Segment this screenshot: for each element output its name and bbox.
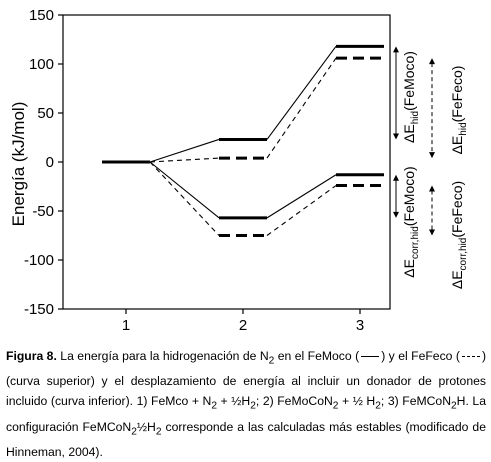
label-corr-femoco: $\Delta E_{corr,hid}(FeMoco)$	[401, 166, 421, 278]
series-upper-dashed	[150, 58, 384, 162]
legend-solid-line	[361, 356, 379, 357]
y-ticks	[24, 7, 63, 318]
connector-2-3	[267, 46, 336, 139]
connector-2-3	[267, 186, 336, 236]
chart-series	[102, 46, 384, 235]
series-lower-solid	[150, 162, 384, 218]
caption-label: Figura 8.	[6, 349, 57, 363]
x-tick-label: 3	[355, 317, 365, 334]
arrow-head-down	[393, 133, 399, 139]
connector-2-3	[267, 58, 336, 158]
figure-caption: Figura 8. La energía para la hidrogenación de $N_2$ en el FeMoco ( ) y el FeFeco ( ) (curva superior) y el desplazamiento de energía al incluir un donador de protones incluido (curva inferior). 1) FeMco + $N_2$ + $\frac{1}{2}H_2$; 2) FeMoCoN$_2$ + ½ $H_2$; 3) FeMCoN$_2$H. La configuración $FeMCoN_2\frac{1}{2}H_2$ corresponde a las calculadas más estables (modificado de Hinneman, 2004).	[6, 349, 487, 460]
arrow-head-up	[393, 46, 399, 52]
y-tick-label: -150	[23, 301, 54, 318]
connector-1-2	[150, 162, 219, 236]
y-tick-label: 0	[45, 154, 54, 171]
x-tick-label: 2	[238, 317, 248, 334]
series-lower-dashed	[150, 162, 384, 236]
arrow-head-up	[393, 175, 399, 181]
arrow-head-down	[393, 212, 399, 218]
y-axis-title: Energía (kJ/mol)	[9, 101, 28, 227]
arrow-head-down	[429, 152, 435, 158]
arrow-corr-femoco	[393, 175, 399, 218]
arrow-corr-fefeco	[429, 186, 435, 236]
x-ticks	[122, 309, 364, 334]
y-tick-label: 100	[28, 56, 54, 73]
arrow-head-down	[429, 230, 435, 236]
y-tick-label: 150	[28, 7, 54, 24]
chart-annotations	[401, 51, 469, 289]
arrow-head-up	[429, 58, 435, 64]
y-tick-label: -50	[32, 203, 54, 220]
arrow-hid-femoco	[393, 46, 399, 139]
legend-dashed-line	[462, 356, 480, 357]
arrow-head-up	[429, 186, 435, 192]
label-hid-femoco: $\Delta E_{hid}(FeMoco)$	[401, 51, 421, 143]
x-tick-label: 1	[121, 317, 131, 334]
label-hid-fefeco: $\Delta E_{hid}(FeFeco)$	[449, 65, 469, 155]
y-tick-label: -100	[23, 252, 54, 269]
label-corr-fefeco: $\Delta E_{corr,hid}(FeFeco)$	[449, 180, 469, 290]
y-tick-label: 50	[37, 105, 54, 122]
arrow-hid-fefeco	[429, 58, 435, 158]
series-upper-solid	[102, 46, 384, 162]
connector-2-3	[267, 175, 336, 218]
connector-1-2	[150, 162, 219, 218]
